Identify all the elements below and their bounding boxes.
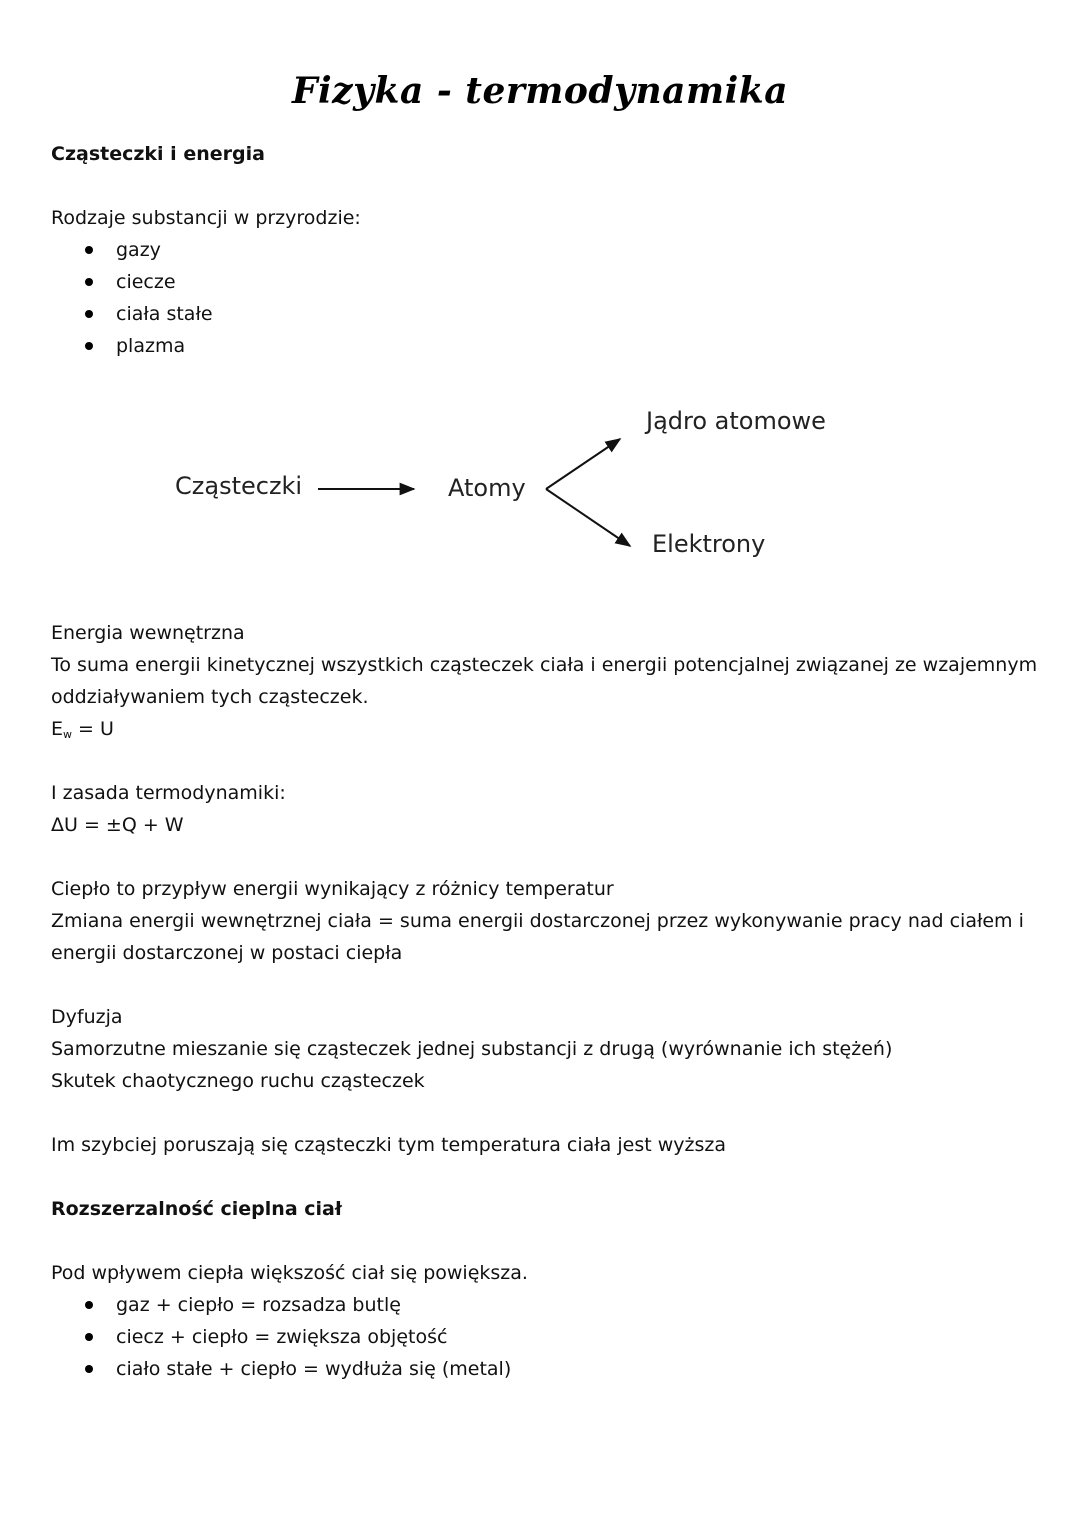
first-law-equation: ΔU = ±Q + W xyxy=(51,814,184,836)
section-heading-thermal-expansion: Rozszerzalność cieplna ciał xyxy=(51,1198,342,1220)
diagram-label-atoms: Atomy xyxy=(448,474,526,502)
temperature-note: Im szybciej poruszają się cząsteczki tym temperatura ciała jest wyższa xyxy=(51,1134,726,1156)
list-item: ciała stałe xyxy=(85,298,213,330)
internal-energy-equation xyxy=(51,713,114,751)
structure-diagram xyxy=(0,400,1080,590)
thermal-expansion-intro: Pod wpływem ciepła większość ciał się powiększa. xyxy=(51,1262,528,1284)
substances-intro: Rodzaje substancji w przyrodzie: xyxy=(51,207,361,229)
arrow-atoms-to-nucleus xyxy=(546,439,620,489)
first-law-heading: I zasada termodynamiki: xyxy=(51,782,286,804)
diagram-arrows xyxy=(0,400,1080,590)
internal-energy-definition-2: oddziaływaniem tych cząsteczek. xyxy=(51,686,369,708)
list-item: ciecze xyxy=(85,266,213,298)
substances-list xyxy=(85,234,213,362)
internal-energy-definition-1: To suma energii kinetycznej wszystkich cząsteczek ciała i energii potencjalnej związanej ze wzajemnym xyxy=(51,654,1038,676)
internal-energy-change-1: Zmiana energii wewnętrznej ciała = suma energii dostarczonej przez wykonywanie pracy nad ciałem i xyxy=(51,910,1024,932)
page-title: Fizyka - termodynamika xyxy=(291,70,789,112)
diagram-label-electrons: Elektrony xyxy=(652,530,766,558)
list-item: gazy xyxy=(85,234,213,266)
diagram-label-molecules: Cząsteczki xyxy=(175,472,303,500)
thermal-expansion-list xyxy=(85,1289,511,1385)
internal-energy-change-2: energii dostarczonej w postaci ciepła xyxy=(51,942,403,964)
diffusion-definition: Samorzutne mieszanie się cząsteczek jednej substancji z drugą (wyrównanie ich stężeń) xyxy=(51,1038,893,1060)
diffusion-heading: Dyfuzja xyxy=(51,1006,123,1028)
heat-definition: Ciepło to przypływ energii wynikający z różnicy temperatur xyxy=(51,878,614,900)
list-item: ciecz + ciepło = zwiększa objętość xyxy=(85,1321,511,1353)
eq-subscript: w xyxy=(63,728,73,741)
list-item: plazma xyxy=(85,330,213,362)
section-heading-molecules-energy: Cząsteczki i energia xyxy=(51,143,265,165)
diffusion-cause: Skutek chaotycznego ruchu cząsteczek xyxy=(51,1070,425,1092)
list-item: gaz + ciepło = rozsadza butlę xyxy=(85,1289,511,1321)
diagram-label-nucleus: Jądro atomowe xyxy=(646,407,826,435)
arrow-atoms-to-electrons xyxy=(546,489,630,546)
eq-symbol: E xyxy=(51,718,64,740)
internal-energy-heading: Energia wewnętrzna xyxy=(51,622,245,644)
list-item: ciało stałe + ciepło = wydłuża się (metal) xyxy=(85,1353,511,1385)
eq-rest: = U xyxy=(72,718,114,740)
